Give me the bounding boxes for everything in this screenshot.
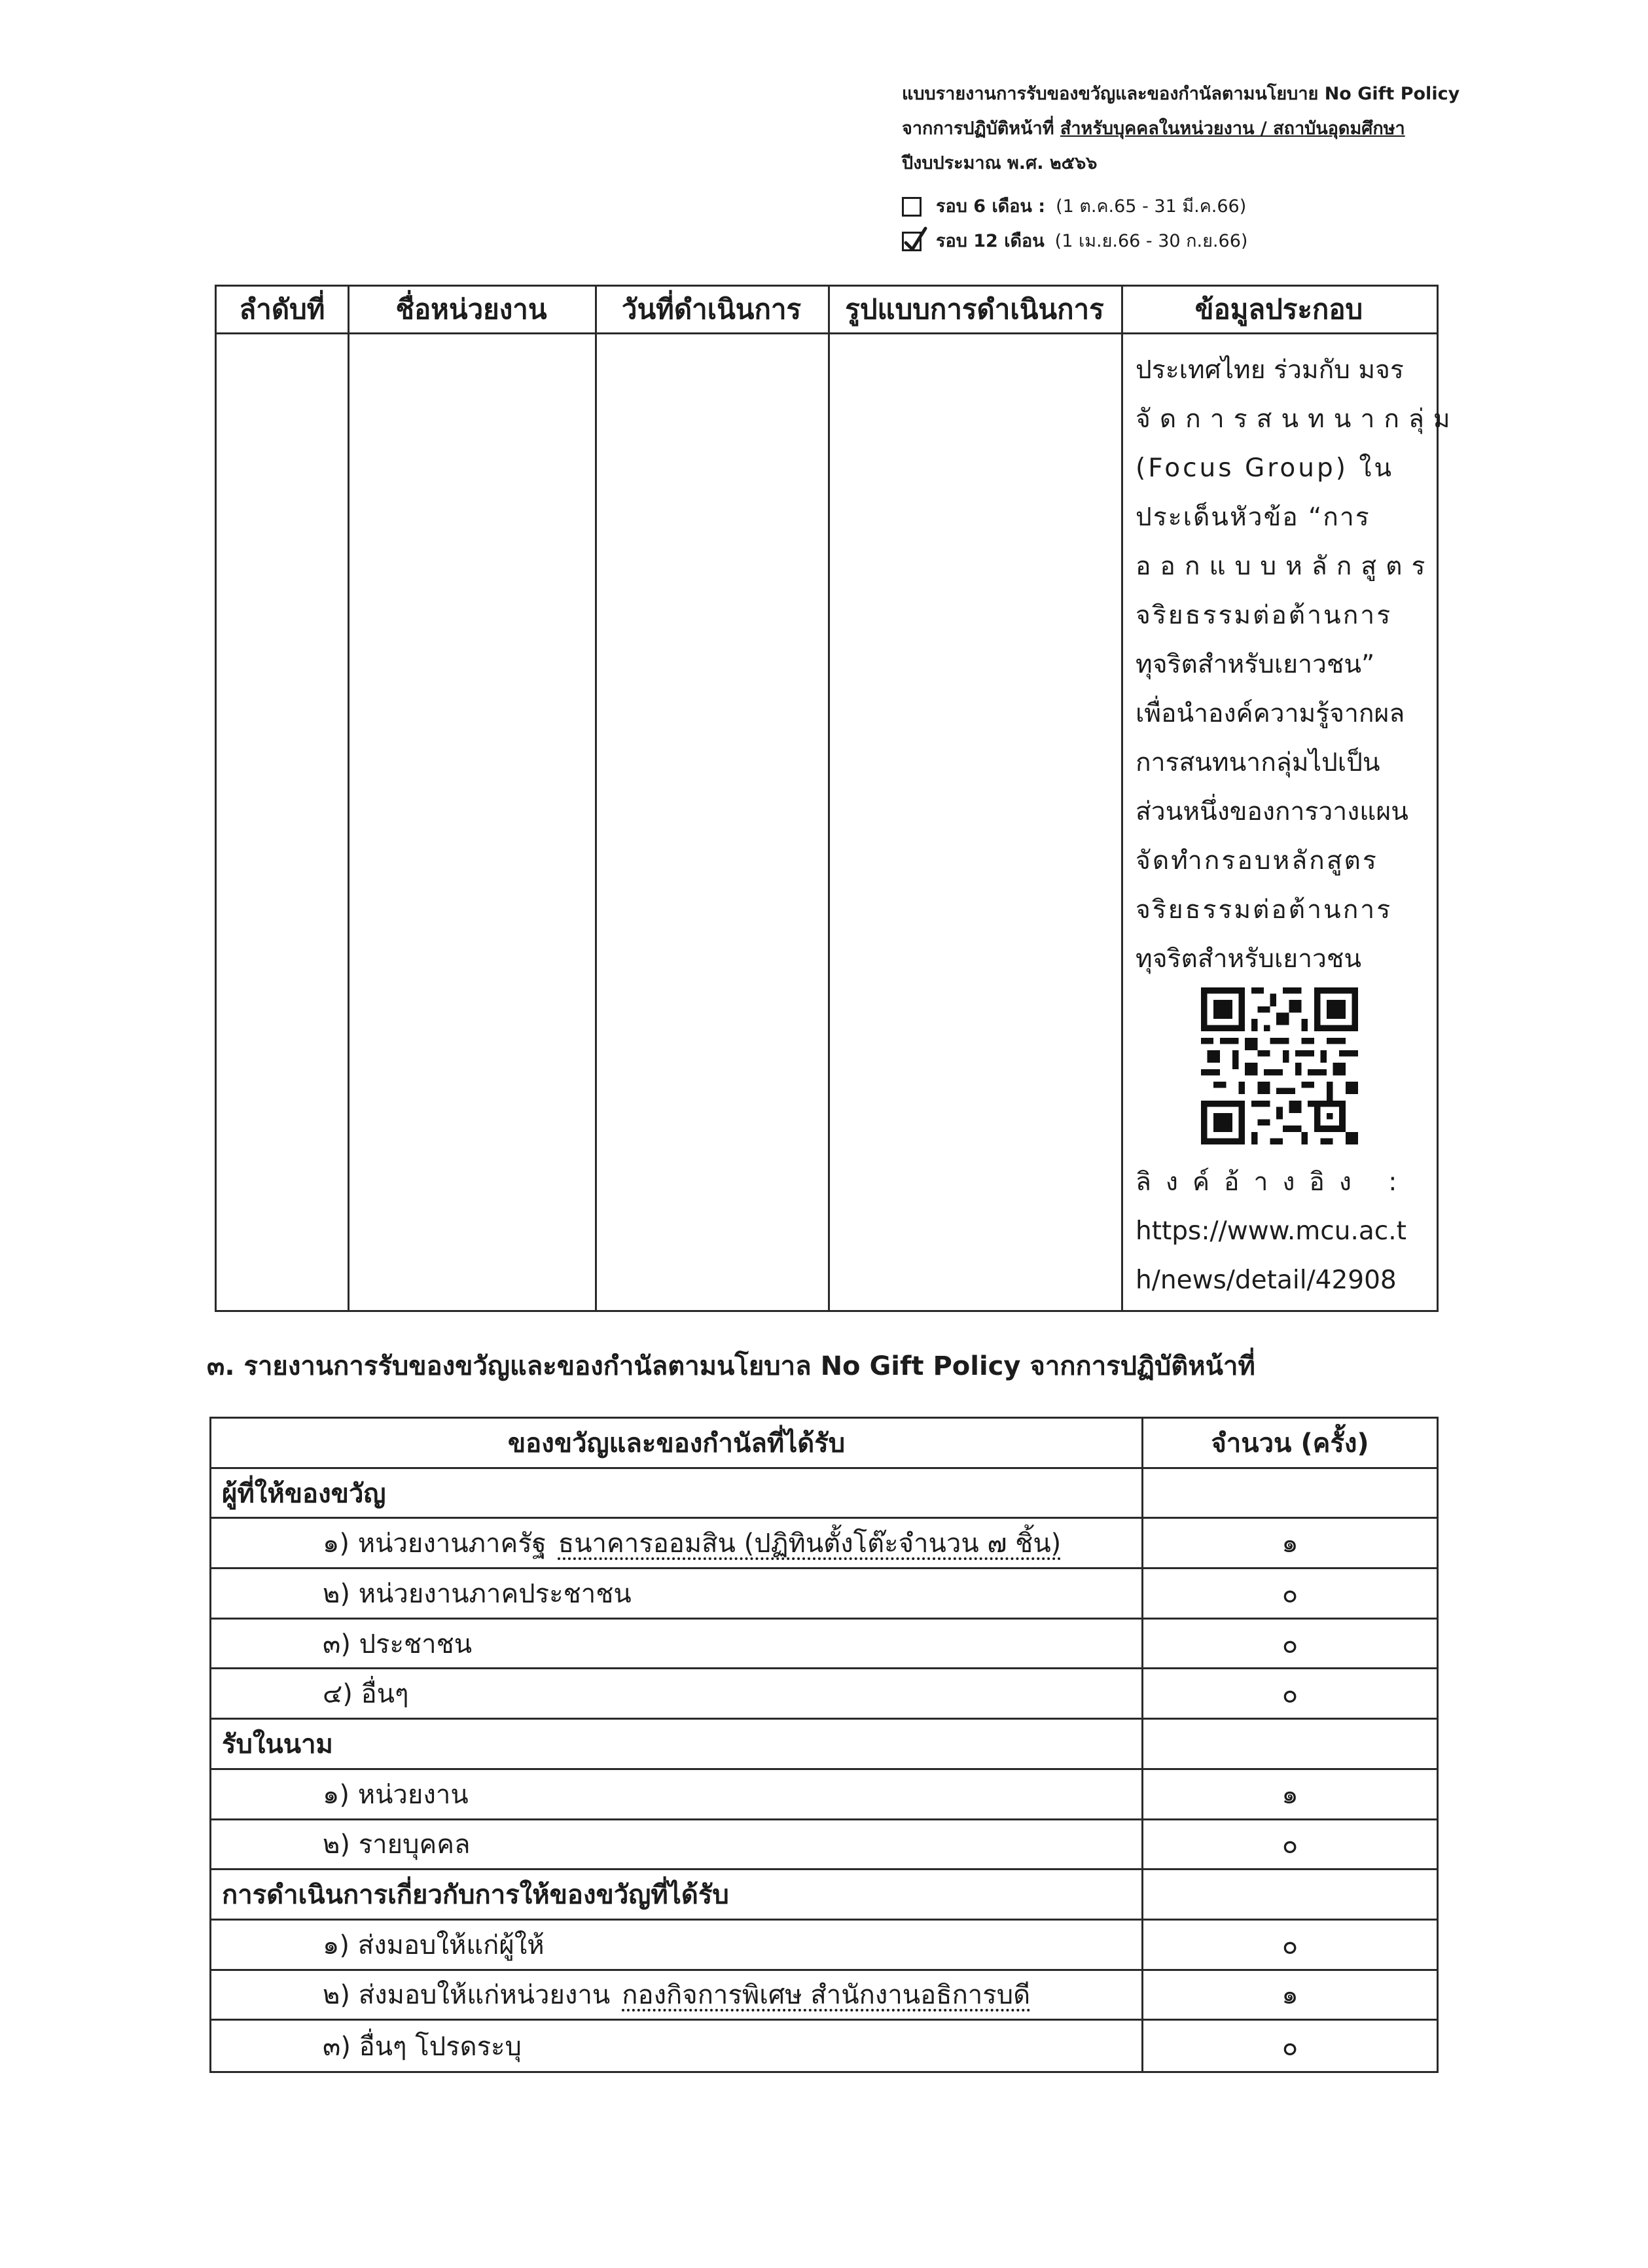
table-row: [211, 1820, 1437, 1871]
round-6-period: (1 ต.ค.65 - 31 มี.ค.66): [1056, 196, 1247, 217]
section-3-title: ๓. รายงานการรับของขวัญและของกำนัลตามนโยบาล No Gift Policy จากการปฏิบัติหน้าที่: [207, 1351, 1255, 1381]
item-label-cell: [211, 1820, 1143, 1869]
category-label-cell: [211, 1469, 1143, 1517]
count-cell: ๑: [1281, 1779, 1299, 1810]
category-label-cell: [211, 1870, 1143, 1919]
checkmark-icon: [902, 226, 928, 255]
table-row: [211, 2021, 1437, 2071]
info-line: จัดการสนทนากลุ่ม: [1136, 404, 1460, 434]
qr-code-icon[interactable]: [1201, 987, 1358, 1144]
count-cell: ๐: [1281, 1629, 1299, 1659]
round-12-period: (1 เม.ย.66 - 30 ก.ย.66): [1054, 231, 1248, 251]
item-detail: กองกิจการพิเศษ สำนักงานอธิการบดี: [622, 1980, 1031, 2011]
item-label: ๓) อื่นๆ โปรดระบุ: [323, 2031, 522, 2062]
header-format: รูปแบบการดำเนินการ: [845, 293, 1104, 325]
info-line: ลิงค์อ้างอิง :: [1136, 1167, 1412, 1197]
count-cell: ๑: [1281, 1980, 1299, 2011]
column-divider: [595, 287, 597, 1310]
item-label: ๑) ส่งมอบให้แก่ผู้ให้: [323, 1930, 545, 1960]
table-row: [211, 1971, 1437, 2021]
item-detail: ธนาคารออมสิน (ปฏิทินตั้งโต๊ะจำนวน ๗ ชิ้น): [558, 1529, 1062, 1559]
info-line: ประเทศไทย ร่วมกับ มจร: [1136, 355, 1404, 385]
info-line: (Focus Group) ใน: [1136, 453, 1395, 483]
header-date: วันที่ดำเนินการ: [621, 293, 802, 325]
item-label-cell: [211, 1620, 1143, 1668]
round-12-checkbox[interactable]: [902, 232, 922, 251]
count-cell: [1143, 1720, 1437, 1768]
count-cell: ๐: [1281, 2031, 1299, 2062]
item-label-cell: [211, 2021, 1143, 2071]
item-label: ๒) รายบุคคล: [323, 1830, 471, 1860]
round-6-checkbox[interactable]: [902, 197, 922, 217]
header-divider: [217, 332, 1437, 334]
info-line: การสนทนากลุ่มไปเป็น: [1136, 748, 1380, 777]
header-subtitle-underlined: สำหรับบุคคลในหน่วยงาน / สถาบันอุดมศึกษา: [1060, 118, 1405, 139]
round-6-label: รอบ 6 เดือน :: [936, 196, 1046, 217]
count-cell: [1143, 1469, 1437, 1517]
header-count: จำนวน (ครั้ง): [1211, 1428, 1369, 1459]
category-label-cell: [211, 1720, 1143, 1768]
category-label: ผู้ที่ให้ของขวัญ: [222, 1478, 386, 1509]
count-cell: ๐: [1281, 1578, 1299, 1609]
table-row: [211, 1620, 1437, 1670]
supporting-info-cell: [1136, 346, 1460, 1305]
category-label: การดำเนินการเกี่ยวกับการให้ของขวัญที่ได้รับ: [222, 1880, 729, 1911]
header-supporting-info: ข้อมูลประกอบ: [1194, 293, 1363, 325]
header-gift-item: ของขวัญและของกำนัลที่ได้รับ: [211, 1419, 1143, 1467]
item-label: ๒) ส่งมอบให้แก่หน่วยงาน: [323, 1980, 611, 2011]
table-row: [211, 1569, 1437, 1620]
info-line: ออกแบบหลักสูตร: [1136, 552, 1435, 581]
info-line: ประเด็นหัวข้อ “การ: [1136, 503, 1370, 532]
item-label-cell: [211, 1669, 1143, 1718]
info-line: จริยธรรมต่อต้านการ: [1136, 601, 1393, 630]
header-title: แบบรายงานการรับของขวัญและของกำนัลตามนโยบาย No Gift Policy: [902, 84, 1460, 104]
count-cell: ๐: [1281, 1830, 1299, 1860]
count-cell: ๑: [1281, 1529, 1299, 1559]
item-label: ๑) หน่วยงานภาครัฐ: [323, 1529, 546, 1559]
round-6-month: [902, 189, 1635, 224]
category-row: [211, 1469, 1437, 1519]
item-label: ๑) หน่วยงาน: [323, 1779, 469, 1810]
info-line: ทุจริตสำหรับเยาวชน: [1136, 944, 1362, 974]
fiscal-year: ปีงบประมาณ พ.ศ. ๒๕๖๖: [902, 153, 1098, 173]
column-divider: [348, 287, 349, 1310]
item-label-cell: [211, 1519, 1143, 1567]
category-row: [211, 1720, 1437, 1770]
table-row: [211, 1770, 1437, 1820]
table-row: [211, 1519, 1437, 1569]
gift-table: [209, 1417, 1439, 2073]
table-row: [211, 1669, 1437, 1720]
count-cell: [1143, 1870, 1437, 1919]
item-label-cell: [211, 1770, 1143, 1818]
header-subtitle: [902, 120, 1635, 154]
header-unit-name: ชื่อหน่วยงาน: [395, 293, 547, 325]
count-cell: ๐: [1281, 1679, 1299, 1710]
activity-table: [215, 285, 1460, 1312]
info-line: ส่วนหนึ่งของการวางแผน: [1136, 797, 1408, 826]
report-header: [902, 85, 1635, 258]
header-order: ลำดับที่: [239, 293, 325, 325]
reference-link[interactable]: h/news/detail/42908: [1136, 1266, 1397, 1295]
info-line: จัดทำกรอบหลักสูตร: [1136, 846, 1378, 876]
info-line: ทุจริตสำหรับเยาวชน”: [1136, 650, 1375, 679]
header-subtitle-prefix: จากการปฏิบัติหน้าที่: [902, 118, 1060, 139]
item-label-cell: [211, 1569, 1143, 1618]
item-label: ๓) ประชาชน: [323, 1629, 473, 1659]
round-12-label: รอบ 12 เดือน: [936, 231, 1045, 251]
column-divider: [828, 287, 830, 1310]
table-header-row: [211, 1419, 1437, 1469]
item-label-cell: [211, 1921, 1143, 1969]
count-cell: ๐: [1281, 1930, 1299, 1960]
info-line: จริยธรรมต่อต้านการ: [1136, 895, 1393, 925]
column-divider: [1121, 287, 1123, 1310]
category-label: รับในนาม: [222, 1729, 333, 1760]
item-label: ๔) อื่นๆ: [323, 1679, 409, 1710]
info-line: เพื่อนำองค์ความรู้จากผล: [1136, 699, 1405, 728]
table-row: [211, 1921, 1437, 1971]
round-12-month: [902, 224, 1635, 258]
category-row: [211, 1870, 1437, 1921]
reference-link[interactable]: https://www.mcu.ac.t: [1136, 1216, 1406, 1246]
item-label-cell: [211, 1971, 1143, 2019]
item-label: ๒) หน่วยงานภาคประชาชน: [323, 1578, 632, 1609]
gift-table-body: [211, 1469, 1437, 2071]
